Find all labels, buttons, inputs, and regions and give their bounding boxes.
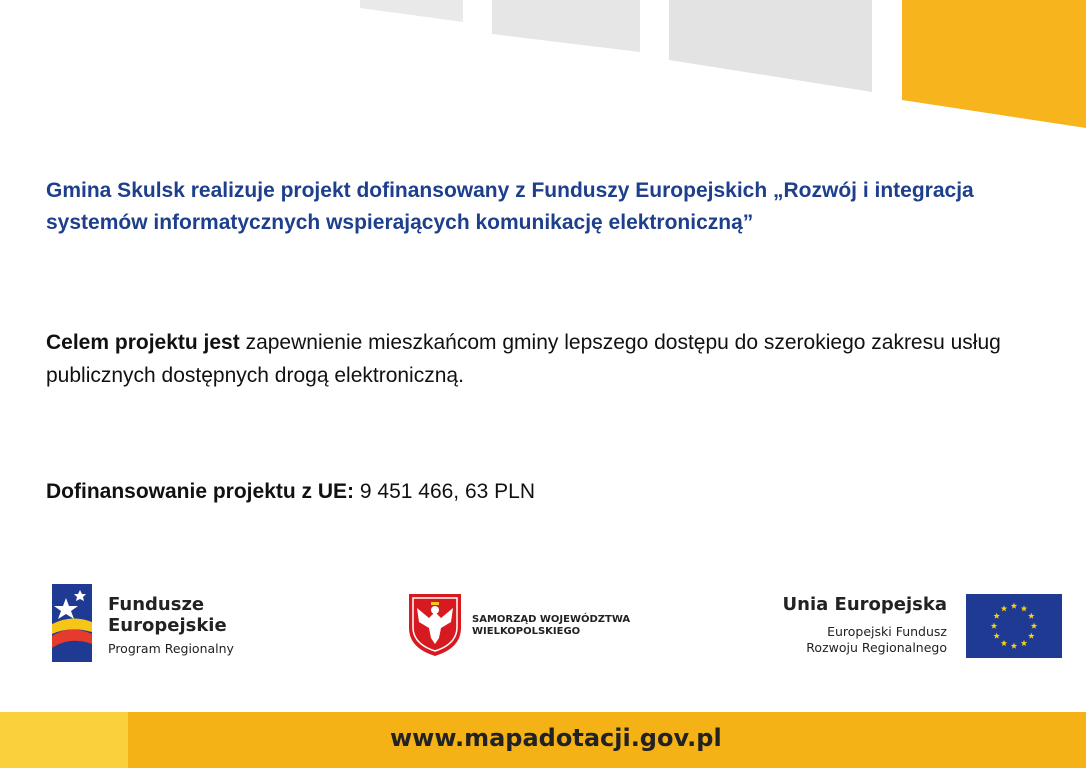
- footer-bar: [0, 712, 1086, 768]
- header-decoration: [0, 0, 1086, 140]
- eu-flag-icon: [966, 594, 1062, 658]
- eu-subtitle: [806, 624, 947, 656]
- project-goal: [46, 326, 1046, 392]
- goal-text: zapewnienie mieszkańcom gminy lepszego dostępu do szerokiego zakresu usług publicznych dostępnych drogą elektroniczną.: [46, 331, 1001, 387]
- footer-accent: [0, 712, 128, 768]
- headline: Gmina Skulsk realizuje projekt dofinansowany z Funduszy Europejskich „Rozwój i integracja systemów informatycznych wspierających komunikację elektroniczną”: [46, 179, 974, 234]
- funding-amount: [46, 475, 1046, 508]
- eu-title: Unia Europejska: [782, 594, 947, 615]
- funds-star-icon: [50, 584, 94, 664]
- funding-value: 9 451 466, 63 PLN: [359, 480, 536, 503]
- fe-title-line2: Europejskie: [108, 615, 227, 636]
- unia-europejska-logo: [770, 590, 1065, 660]
- eagle-crest-icon: [407, 592, 463, 658]
- eu-subtitle-line2: Rozwoju Regionalnego: [806, 640, 947, 655]
- fe-title: [108, 594, 227, 636]
- fe-subtitle: Program Regionalny: [108, 641, 234, 656]
- fundusze-europejskie-logo: [50, 584, 270, 664]
- goal-lead: Celem projektu jest: [46, 331, 240, 354]
- samorzad-line1: SAMORZĄD WOJEWÓDZTWA: [472, 614, 631, 625]
- samorzad-logo: [407, 592, 647, 658]
- website-url[interactable]: www.mapadotacji.gov.pl: [390, 724, 722, 752]
- funding-label: Dofinansowanie projektu z UE:: [46, 480, 355, 503]
- eu-subtitle-line1: Europejski Fundusz: [827, 624, 947, 639]
- fe-title-line1: Fundusze: [108, 594, 205, 615]
- samorzad-text: [472, 614, 630, 638]
- samorzad-line2: WIELKOPOLSKIEGO: [472, 626, 581, 637]
